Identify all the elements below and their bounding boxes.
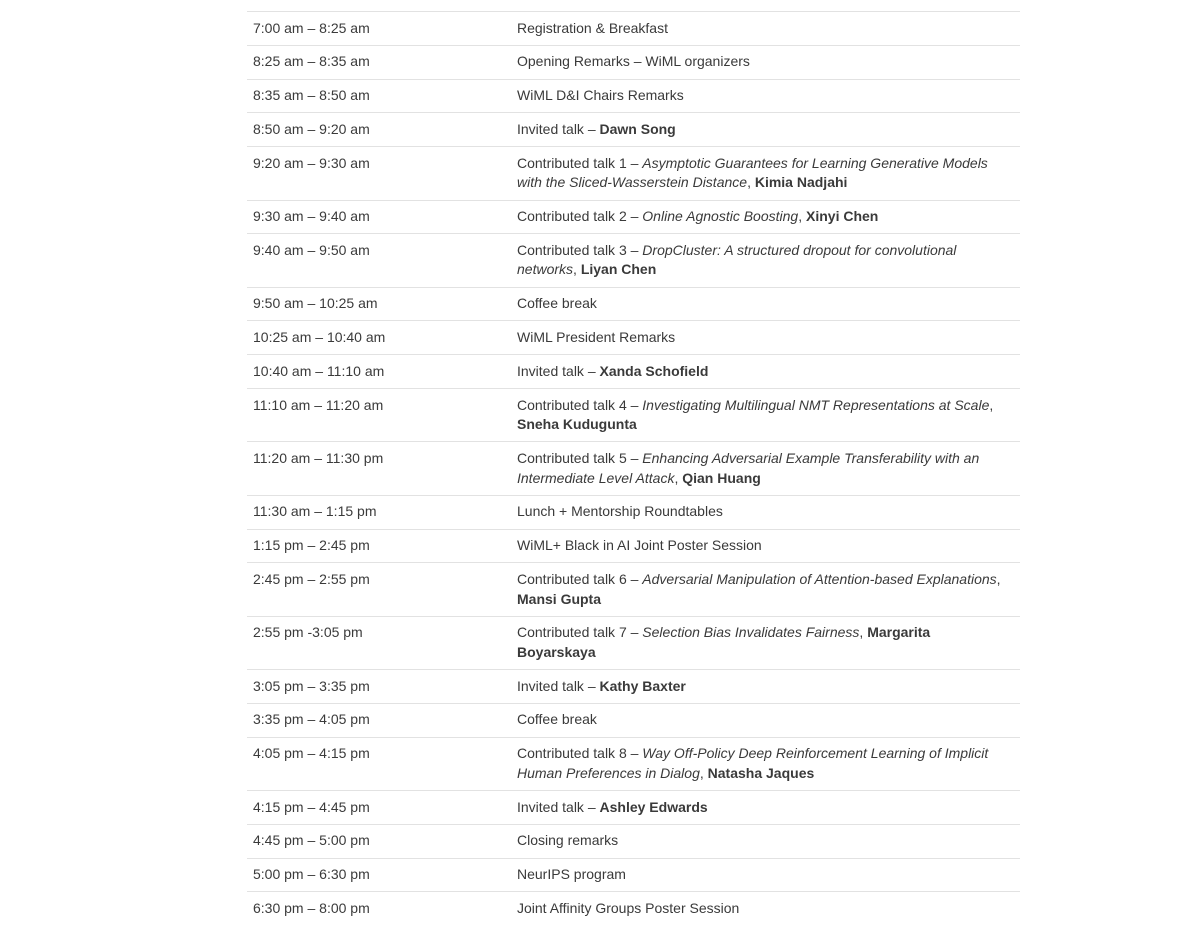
event-text: Closing remarks — [517, 832, 618, 848]
schedule-row — [247, 12, 1020, 46]
separator: , — [700, 765, 708, 781]
talk-title: Adversarial Manipulation of Attention-based Explanations — [642, 571, 996, 587]
time-slot: 11:30 am – 1:15 pm — [247, 495, 511, 529]
schedule-row — [247, 529, 1020, 563]
event-text: WiML President Remarks — [517, 329, 675, 345]
event-text: Coffee break — [517, 295, 597, 311]
time-slot: 11:20 am – 11:30 pm — [247, 442, 511, 495]
schedule-row — [247, 703, 1020, 737]
time-slot: 4:15 pm – 4:45 pm — [247, 791, 511, 825]
schedule-row — [247, 113, 1020, 147]
event-cell — [511, 703, 1020, 737]
event-cell — [511, 200, 1020, 234]
event-cell — [511, 824, 1020, 858]
speaker-name: Kathy Baxter — [600, 678, 686, 694]
speaker-name: Dawn Song — [600, 121, 676, 137]
time-slot: 2:45 pm – 2:55 pm — [247, 563, 511, 616]
event-text: Registration & Breakfast — [517, 20, 668, 36]
event-cell — [511, 858, 1020, 892]
time-slot: 1:15 pm – 2:45 pm — [247, 529, 511, 563]
event-cell — [511, 147, 1020, 200]
schedule-row — [247, 147, 1020, 200]
speaker-name: Kimia Nadjahi — [755, 174, 848, 190]
separator: , — [859, 624, 867, 640]
event-text: Lunch + Mentorship Roundtables — [517, 503, 723, 519]
time-slot: 5:00 pm – 6:30 pm — [247, 858, 511, 892]
schedule-row — [247, 791, 1020, 825]
talk-type: Contributed talk 1 – — [517, 155, 642, 171]
schedule-row — [247, 892, 1020, 925]
schedule-row — [247, 234, 1020, 287]
event-cell — [511, 389, 1020, 442]
event-cell — [511, 355, 1020, 389]
talk-type: Invited talk – — [517, 799, 600, 815]
time-slot: 4:05 pm – 4:15 pm — [247, 737, 511, 790]
separator: , — [989, 397, 993, 413]
schedule-row — [247, 824, 1020, 858]
speaker-name: Margarita Boyarskaya — [517, 624, 930, 660]
talk-type: Contributed talk 3 – — [517, 242, 642, 258]
event-cell — [511, 442, 1020, 495]
schedule-body — [247, 12, 1020, 925]
talk-title: Selection Bias Invalidates Fairness — [642, 624, 859, 640]
event-cell — [511, 79, 1020, 113]
talk-type: Contributed talk 7 – — [517, 624, 642, 640]
schedule-row — [247, 200, 1020, 234]
schedule-row — [247, 858, 1020, 892]
event-text: Coffee break — [517, 711, 597, 727]
event-text: WiML D&I Chairs Remarks — [517, 87, 684, 103]
event-cell — [511, 12, 1020, 46]
schedule-row — [247, 287, 1020, 321]
time-slot: 6:30 pm – 8:00 pm — [247, 892, 511, 925]
event-cell — [511, 670, 1020, 704]
time-slot: 2:55 pm -3:05 pm — [247, 616, 511, 669]
talk-title: Online Agnostic Boosting — [642, 208, 798, 224]
schedule-row — [247, 355, 1020, 389]
talk-type: Contributed talk 4 – — [517, 397, 642, 413]
talk-type: Contributed talk 5 – — [517, 450, 642, 466]
time-slot: 7:00 am – 8:25 am — [247, 12, 511, 46]
talk-type: Contributed talk 6 – — [517, 571, 642, 587]
time-slot: 3:35 pm – 4:05 pm — [247, 703, 511, 737]
schedule-row — [247, 389, 1020, 442]
time-slot: 8:35 am – 8:50 am — [247, 79, 511, 113]
separator: , — [798, 208, 806, 224]
separator: , — [747, 174, 755, 190]
speaker-name: Xanda Schofield — [600, 363, 709, 379]
event-cell — [511, 616, 1020, 669]
speaker-name: Xinyi Chen — [806, 208, 878, 224]
talk-type: Invited talk – — [517, 363, 600, 379]
talk-title: DropCluster: A structured dropout for convolutional networks — [517, 242, 956, 278]
separator: , — [674, 470, 682, 486]
event-cell — [511, 892, 1020, 925]
talk-title: Investigating Multilingual NMT Representations at Scale — [642, 397, 989, 413]
event-cell — [511, 529, 1020, 563]
talk-title: Enhancing Adversarial Example Transferability with an Intermediate Level Attack — [517, 450, 979, 486]
schedule-table — [247, 11, 1020, 925]
time-slot: 9:30 am – 9:40 am — [247, 200, 511, 234]
talk-title: Way Off-Policy Deep Reinforcement Learning of Implicit Human Preferences in Dialog — [517, 745, 988, 781]
time-slot: 9:50 am – 10:25 am — [247, 287, 511, 321]
speaker-name: Sneha Kudugunta — [517, 416, 637, 432]
schedule-row — [247, 737, 1020, 790]
time-slot: 3:05 pm – 3:35 pm — [247, 670, 511, 704]
separator: , — [997, 571, 1001, 587]
schedule-row — [247, 442, 1020, 495]
event-text: NeurIPS program — [517, 866, 626, 882]
event-text: WiML+ Black in AI Joint Poster Session — [517, 537, 762, 553]
speaker-name: Mansi Gupta — [517, 591, 601, 607]
schedule-row — [247, 563, 1020, 616]
event-cell — [511, 287, 1020, 321]
talk-title: Asymptotic Guarantees for Learning Generative Models with the Sliced-Wasserstein Distance — [517, 155, 988, 191]
schedule-row — [247, 670, 1020, 704]
event-text: Opening Remarks – WiML organizers — [517, 53, 750, 69]
talk-type: Contributed talk 2 – — [517, 208, 642, 224]
event-cell — [511, 791, 1020, 825]
event-cell — [511, 45, 1020, 79]
separator: , — [573, 261, 581, 277]
event-cell — [511, 321, 1020, 355]
event-cell — [511, 495, 1020, 529]
speaker-name: Liyan Chen — [581, 261, 656, 277]
schedule-row — [247, 321, 1020, 355]
speaker-name: Ashley Edwards — [600, 799, 708, 815]
time-slot: 8:50 am – 9:20 am — [247, 113, 511, 147]
event-cell — [511, 563, 1020, 616]
schedule-row — [247, 79, 1020, 113]
event-cell — [511, 737, 1020, 790]
schedule-row — [247, 616, 1020, 669]
event-text: Joint Affinity Groups Poster Session — [517, 900, 739, 916]
time-slot: 9:40 am – 9:50 am — [247, 234, 511, 287]
talk-type: Invited talk – — [517, 678, 600, 694]
time-slot: 11:10 am – 11:20 am — [247, 389, 511, 442]
event-cell — [511, 234, 1020, 287]
talk-type: Invited talk – — [517, 121, 600, 137]
schedule-row — [247, 495, 1020, 529]
talk-type: Contributed talk 8 – — [517, 745, 642, 761]
time-slot: 9:20 am – 9:30 am — [247, 147, 511, 200]
schedule-row — [247, 45, 1020, 79]
time-slot: 10:40 am – 11:10 am — [247, 355, 511, 389]
speaker-name: Qian Huang — [682, 470, 761, 486]
time-slot: 4:45 pm – 5:00 pm — [247, 824, 511, 858]
time-slot: 10:25 am – 10:40 am — [247, 321, 511, 355]
speaker-name: Natasha Jaques — [708, 765, 815, 781]
time-slot: 8:25 am – 8:35 am — [247, 45, 511, 79]
event-cell — [511, 113, 1020, 147]
